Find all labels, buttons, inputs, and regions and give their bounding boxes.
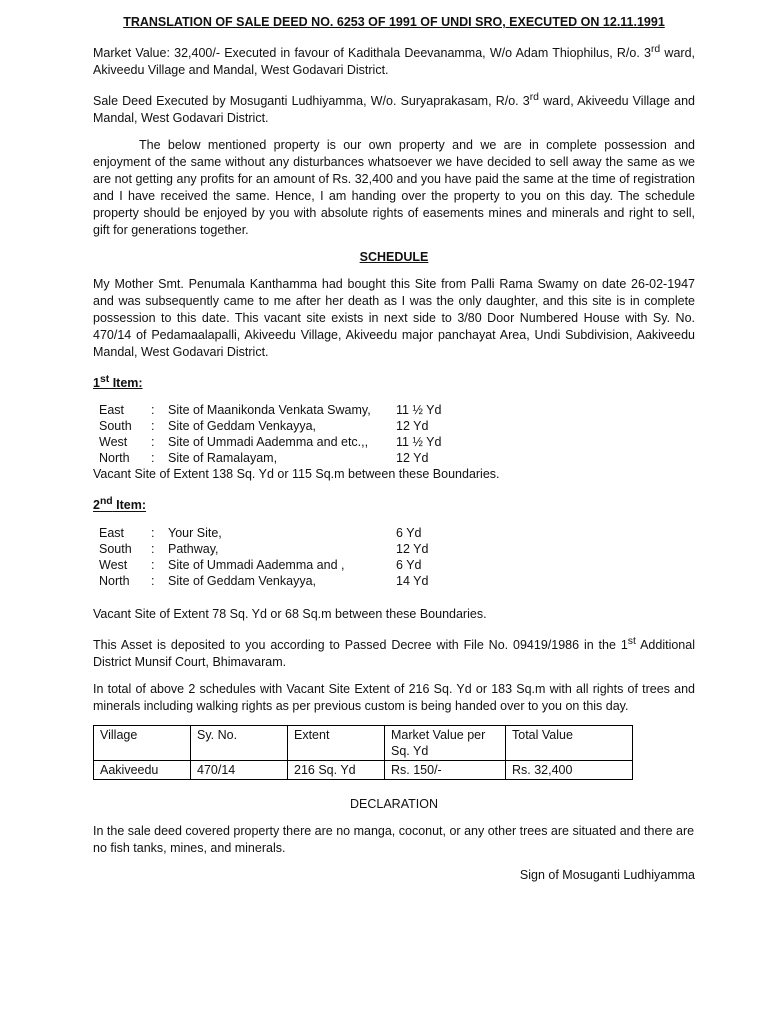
table-header-cell: Village: [94, 725, 191, 760]
boundary-length: 12 Yd: [396, 419, 429, 434]
total-paragraph: In total of above 2 schedules with Vacant Site Extent of 216 Sq. Yd or 183 Sq.m with all rights of trees and minerals including walking rights as per previous custom is being handed over to you on this day.: [93, 681, 695, 713]
boundary-row: [99, 418, 695, 434]
boundary-length: 12 Yd: [396, 541, 429, 556]
item-1-label: Item:: [109, 376, 143, 391]
item-1-number: 1: [93, 376, 100, 391]
boundary-colon: :: [151, 557, 155, 572]
schedule-heading: SCHEDULE: [359, 250, 429, 265]
item-1-boundaries: [99, 402, 695, 466]
boundary-colon: :: [151, 403, 155, 418]
declaration-heading: DECLARATION: [350, 796, 438, 811]
boundary-colon: :: [151, 451, 155, 466]
boundary-direction: East: [99, 525, 125, 540]
table-header-cell: Sy. No.: [191, 725, 288, 760]
boundary-colon: :: [151, 525, 155, 540]
table-cell: Rs. 150/-: [385, 760, 506, 779]
table-cell: 470/14: [191, 760, 288, 779]
ordinal-suffix: st: [99, 374, 110, 386]
property-paragraph: The below mentioned property is our own property and we are in complete possession and enjoyment of the same without any disturbances whatsoever we have decided to sell away the same as we are not getting any profits for an amount of Rs. 32,400 and you have paid the same at the time of registration and I have received the same. Hence, I am handing over the property to you on this day. The schedule property should be enjoyed by you with absolute rights of easements mines and minerals and right to sell, gift for generations together.: [93, 138, 695, 238]
ordinal-suffix: rd: [529, 92, 539, 104]
boundary-description: Your Site,: [168, 525, 222, 540]
boundary-description: Site of Ummadi Aademma and ,: [168, 557, 345, 572]
market-value-text: Market Value: 32,400/- Executed in favour of Kadithala Deevanamma, W/o Adam Thiophilus, R/o. 3: [93, 46, 651, 61]
ordinal-suffix: nd: [99, 496, 113, 508]
document-page: [93, 14, 695, 884]
market-value-paragraph: [93, 41, 695, 79]
item-2-extent: Vacant Site of Extent 78 Sq. Yd or 68 Sq.m between these Boundaries.: [93, 606, 487, 621]
boundary-row: [99, 450, 695, 466]
boundary-colon: :: [151, 419, 155, 434]
boundary-description: Site of Ummadi Aademma and etc.,,: [168, 435, 369, 450]
boundary-length: 6 Yd: [396, 525, 422, 540]
boundary-direction: South: [99, 419, 132, 434]
boundary-row: [99, 541, 695, 557]
table-cell: Rs. 32,400: [506, 760, 633, 779]
item-2-label: Item:: [112, 498, 147, 513]
asset-text-end: Additional District Munsif Court, Bhimavaram.: [93, 637, 695, 669]
table-header-cell: Extent: [288, 725, 385, 760]
boundary-length: 6 Yd: [396, 557, 422, 572]
boundary-direction: East: [99, 403, 125, 418]
table-header-row: [94, 725, 633, 760]
executed-by-text-end: ward, Akiveedu Village and Mandal, West Godavari District.: [93, 94, 695, 126]
asset-paragraph: [93, 633, 695, 671]
executed-by-text: Sale Deed Executed by Mosuganti Ludhiyamma, W/o. Suryaprakasam, R/o. 3: [93, 94, 530, 109]
market-value-text-end: ward, Akiveedu Village and Mandal, West Godavari District.: [93, 46, 695, 78]
table-row: [94, 760, 633, 779]
item-1-heading: [93, 371, 695, 392]
boundary-description: Site of Geddam Venkayya,: [168, 573, 317, 588]
boundary-colon: :: [151, 435, 155, 450]
boundary-length: 11 ½ Yd: [396, 435, 442, 450]
boundary-description: Site of Ramalayam,: [168, 451, 278, 466]
boundary-description: Site of Geddam Venkayya,: [168, 419, 317, 434]
boundary-direction: South: [99, 541, 132, 556]
declaration-paragraph: In the sale deed covered property there are no manga, coconut, or any other trees are situated and there are no fish tanks, mines, and minerals.: [93, 823, 695, 855]
item-2-boundaries: [99, 525, 695, 589]
boundary-description: Site of Maanikonda Venkata Swamy,: [168, 403, 371, 418]
boundary-row: [99, 402, 695, 418]
boundary-length: 14 Yd: [396, 573, 429, 588]
ordinal-suffix: rd: [650, 44, 661, 55]
table-cell: Aakiveedu: [94, 760, 191, 779]
boundary-row: [99, 525, 695, 541]
signature-line: Sign of Mosuganti Ludhiyamma: [519, 867, 695, 882]
asset-text: This Asset is deposited to you according to Passed Decree with File No. 09419/1986 in the 1: [93, 637, 628, 652]
table-header-cell: Market Value per Sq. Yd: [385, 725, 506, 760]
executed-by-paragraph: [93, 89, 695, 127]
valuation-table: [93, 725, 633, 780]
boundary-colon: :: [151, 573, 155, 588]
boundary-direction: North: [99, 451, 130, 466]
boundary-direction: North: [99, 573, 130, 588]
schedule-paragraph: My Mother Smt. Penumala Kanthamma had bought this Site from Palli Rama Swamy on date 26-02-1947 and was subsequently came to me after her death as I was the only daughter, and this site is in complete possession to this date. This vacant site exists in next side to 3/80 Door Numbered House with Sy. No. 470/14 of Pedamaalapalli, Akiveedu Village, Akiveedu major panchayat Area, Undi Subdivision, Aakiveedu Mandal, West Godavari District.: [93, 277, 695, 360]
table-header-cell: Total Value: [506, 725, 633, 760]
boundary-description: Pathway,: [168, 541, 219, 556]
item-2-number: 2: [93, 498, 100, 513]
boundary-row: [99, 557, 695, 573]
boundary-length: 12 Yd: [396, 451, 429, 466]
table-cell: 216 Sq. Yd: [288, 760, 385, 779]
document-title: TRANSLATION OF SALE DEED NO. 6253 OF 1991 OF UNDI SRO, EXECUTED ON 12.11.1991: [123, 15, 665, 29]
boundary-length: 11 ½ Yd: [396, 403, 442, 418]
boundary-colon: :: [151, 541, 155, 556]
ordinal-suffix: st: [627, 635, 636, 647]
boundary-direction: West: [99, 557, 128, 572]
boundary-row: [99, 573, 695, 589]
boundary-row: [99, 434, 695, 450]
boundary-direction: West: [99, 435, 128, 450]
item-2-heading: [93, 493, 695, 514]
item-1-extent: Vacant Site of Extent 138 Sq. Yd or 115 Sq.m between these Boundaries.: [93, 467, 500, 482]
